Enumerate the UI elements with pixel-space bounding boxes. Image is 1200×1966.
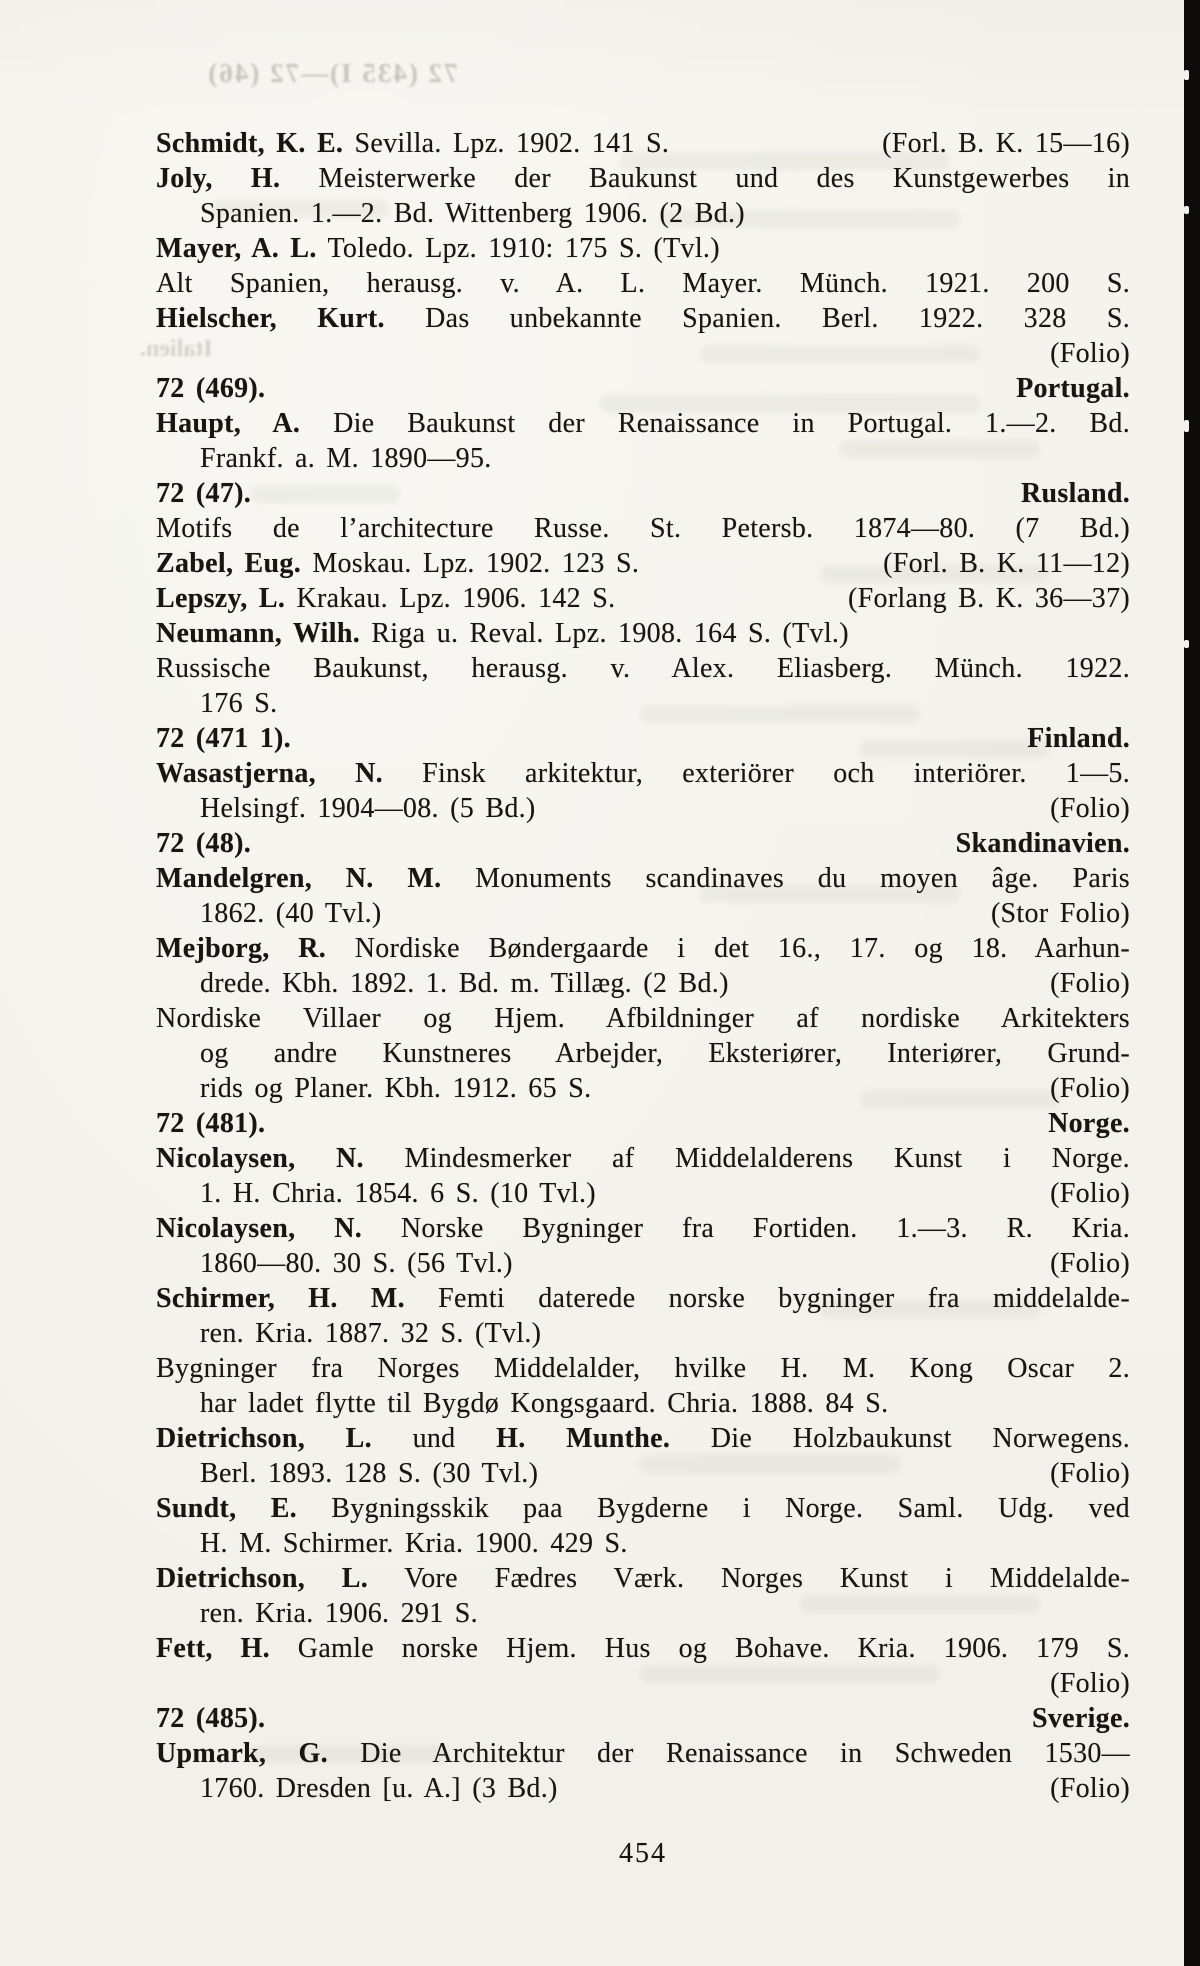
bib-line-text: Joly, H. Meisterwerke der Baukunst und des Kunstgewerbes in	[156, 163, 1130, 194]
bib-line-text: 1862. (40 Tvl.)	[200, 898, 382, 929]
bib-line-text: Wasastjerna, N. Finsk arkitektur, exteriörer och interiörer. 1—5.	[156, 758, 1130, 789]
scan-edge-nick	[1184, 640, 1189, 648]
section-row	[156, 721, 1130, 756]
section-region-label: Sverige.	[1031, 1703, 1130, 1734]
bib-line-text: Berl. 1893. 128 S. (30 Tvl.)	[200, 1458, 539, 1489]
format-note: (Folio)	[1050, 968, 1130, 999]
bib-entry-line	[156, 231, 1130, 266]
bib-line-text: Zabel, Eug. Moskau. Lpz. 1902. 123 S.	[156, 548, 640, 579]
bib-entry-line	[156, 441, 1130, 476]
bib-line-text: Alt Spanien, herausg. v. A. L. Mayer. Münch. 1921. 200 S.	[156, 268, 1130, 299]
format-note: (Stor Folio)	[990, 898, 1130, 929]
scan-edge-nick	[1184, 420, 1189, 432]
folio-line	[156, 336, 1130, 371]
bib-entry-line	[156, 651, 1130, 686]
scan-edge-nick	[1184, 70, 1189, 80]
bib-line-text: Schmidt, K. E. Sevilla. Lpz. 1902. 141 S.	[156, 128, 670, 159]
section-region-label: Portugal.	[1016, 373, 1130, 404]
bib-entry-line	[156, 756, 1130, 791]
folio-line	[156, 1666, 1130, 1701]
bib-line-text: Hielscher, Kurt. Das unbekannte Spanien. Berl. 1922. 328 S.	[156, 303, 1130, 334]
bib-line-text: Mayer, A. L. Toledo. Lpz. 1910: 175 S. (Tvl.)	[156, 233, 720, 264]
bib-entry-line	[156, 301, 1130, 336]
bib-line-text: Sundt, E. Bygningsskik paa Bygderne i Norge. Saml. Udg. ved	[156, 1493, 1130, 1524]
bib-line-text: Neumann, Wilh. Riga u. Reval. Lpz. 1908. 164 S. (Tvl.)	[156, 618, 849, 649]
bib-line-text: Helsingf. 1904—08. (5 Bd.)	[200, 793, 536, 824]
section-row	[156, 371, 1130, 406]
bib-entry-line	[156, 1456, 1130, 1491]
format-note: (Folio)	[1050, 1073, 1130, 1104]
bib-entry-line	[156, 1526, 1130, 1561]
bib-line-text: Mejborg, R. Nordiske Bøndergaarde i det 16., 17. og 18. Aarhun-	[156, 933, 1131, 964]
bib-line-text: Haupt, A. Die Baukunst der Renaissance in Portugal. 1.—2. Bd.	[156, 408, 1130, 439]
bibliography-text-block	[156, 126, 1130, 1806]
section-row	[156, 1701, 1130, 1736]
section-row	[156, 476, 1130, 511]
bib-line-text: 72 (485).	[156, 1703, 266, 1734]
bib-line-text: Motifs de l’architecture Russe. St. Petersb. 1874—80. (7 Bd.)	[156, 513, 1130, 544]
bib-line-text: og andre Kunstneres Arbejder, Eksteriører, Interiører, Grund-	[200, 1038, 1130, 1069]
bib-line-text: Nordiske Villaer og Hjem. Afbildninger af nordiske Arkitekters	[156, 1003, 1130, 1034]
format-note: (Forl. B. K. 15—16)	[882, 128, 1130, 159]
bib-entry-line	[156, 896, 1130, 931]
bib-line-text: Lepszy, L. Krakau. Lpz. 1906. 142 S.	[156, 583, 616, 614]
bib-entry-line	[156, 1596, 1130, 1631]
bib-entry-line	[156, 196, 1130, 231]
format-note: (Folio)	[1050, 1668, 1130, 1699]
bib-line-text: Upmark, G. Die Architektur der Renaissance in Schweden 1530—	[156, 1738, 1130, 1769]
bib-entry-line	[156, 686, 1130, 721]
bib-line-text: Spanien. 1.—2. Bd. Wittenberg 1906. (2 Bd.)	[200, 198, 745, 229]
format-note: (Folio)	[1050, 1248, 1130, 1279]
bib-entry-line	[156, 1316, 1130, 1351]
format-note: (Folio)	[1050, 1458, 1130, 1489]
bib-entry-line	[156, 511, 1130, 546]
bleed-through-header: 72 (435 I)—72 (46)	[206, 58, 458, 88]
bib-entry-line	[156, 1736, 1130, 1771]
bib-entry-line	[156, 1771, 1130, 1806]
bib-line-text: Dietrichson, L. Vore Fædres Værk. Norges Kunst i Middelalde-	[156, 1563, 1130, 1594]
bib-entry-line	[156, 1141, 1130, 1176]
bib-entry-line	[156, 1491, 1130, 1526]
bib-line-text: 72 (481).	[156, 1108, 266, 1139]
page-number: 454	[619, 1838, 667, 1869]
bib-entry-line	[156, 1246, 1130, 1281]
bib-line-text: H. M. Schirmer. Kria. 1900. 429 S.	[200, 1528, 628, 1559]
bib-entry-line	[156, 546, 1130, 581]
bib-line-text: 72 (48).	[156, 828, 252, 859]
bib-line-text: Frankf. a. M. 1890—95.	[200, 443, 492, 474]
bib-entry-line	[156, 1561, 1130, 1596]
bib-line-text: 1760. Dresden [u. A.] (3 Bd.)	[200, 1773, 558, 1804]
bib-line-text: 72 (469).	[156, 373, 266, 404]
bib-line-text: Nicolaysen, N. Mindesmerker af Middelalderens Kunst i Norge.	[156, 1143, 1130, 1174]
bib-entry-line	[156, 406, 1130, 441]
bib-line-text: 176 S.	[200, 688, 278, 719]
bib-entry-line	[156, 1386, 1130, 1421]
bleed-through-word: Italien.	[140, 336, 213, 362]
bib-entry-line	[156, 616, 1130, 651]
scan-edge-nick	[1184, 206, 1189, 214]
bib-entry-line	[156, 1631, 1130, 1666]
bib-entry-line	[156, 1071, 1130, 1106]
bib-line-text: Nicolaysen, N. Norske Bygninger fra Fortiden. 1.—3. R. Kria.	[156, 1213, 1131, 1244]
section-region-label: Skandinavien.	[955, 828, 1130, 859]
format-note: (Folio)	[1050, 793, 1130, 824]
format-note: (Folio)	[1050, 338, 1130, 369]
bib-line-text: Russische Baukunst, herausg. v. Alex. Eliasberg. Münch. 1922.	[156, 653, 1130, 684]
bib-entry-line	[156, 861, 1130, 896]
bib-line-text: 1. H. Chria. 1854. 6 S. (10 Tvl.)	[200, 1178, 596, 1209]
bib-entry-line	[156, 966, 1130, 1001]
bib-line-text: Mandelgren, N. M. Monuments scandinaves du moyen âge. Paris	[156, 863, 1130, 894]
bib-line-text: 72 (47).	[156, 478, 252, 509]
bib-line-text: Bygninger fra Norges Middelalder, hvilke H. M. Kong Oscar 2.	[156, 1353, 1130, 1384]
bib-entry-line	[156, 1036, 1130, 1071]
format-note: (Folio)	[1050, 1773, 1130, 1804]
bib-line-text: Fett, H. Gamle norske Hjem. Hus og Bohave. Kria. 1906. 179 S.	[156, 1633, 1130, 1664]
bib-entry-line	[156, 126, 1130, 161]
bib-entry-line	[156, 581, 1130, 616]
bib-line-text: 72 (471 1).	[156, 723, 291, 754]
bib-line-text: 1860—80. 30 S. (56 Tvl.)	[200, 1248, 513, 1279]
section-region-label: Rusland.	[1020, 478, 1130, 509]
bib-entry-line	[156, 791, 1130, 826]
bib-line-text: ren. Kria. 1906. 291 S.	[200, 1598, 478, 1629]
bib-entry-line	[156, 931, 1130, 966]
bib-entry-line	[156, 266, 1130, 301]
bib-entry-line	[156, 1211, 1130, 1246]
bib-line-text: Schirmer, H. M. Femti daterede norske bygninger fra middelalde-	[156, 1283, 1130, 1314]
bib-line-text: Dietrichson, L. und H. Munthe. Die Holzbaukunst Norwegens.	[156, 1423, 1130, 1454]
section-region-label: Norge.	[1048, 1108, 1130, 1139]
bib-entry-line	[156, 1351, 1130, 1386]
bib-line-text: rids og Planer. Kbh. 1912. 65 S.	[200, 1073, 592, 1104]
bib-line-text: har ladet flytte til Bygdø Kongsgaard. Chria. 1888. 84 S.	[200, 1388, 889, 1419]
bib-entry-line	[156, 1176, 1130, 1211]
bib-entry-line	[156, 1421, 1130, 1456]
bib-line-text: ren. Kria. 1887. 32 S. (Tvl.)	[200, 1318, 542, 1349]
section-region-label: Finland.	[1027, 723, 1130, 754]
section-row	[156, 1106, 1130, 1141]
bib-entry-line	[156, 161, 1130, 196]
section-row	[156, 826, 1130, 861]
bib-entry-line	[156, 1001, 1130, 1036]
format-note: (Forl. B. K. 11—12)	[883, 548, 1130, 579]
format-note: (Folio)	[1050, 1178, 1130, 1209]
format-note: (Forlang B. K. 36—37)	[848, 583, 1130, 614]
bib-entry-line	[156, 1281, 1130, 1316]
bib-line-text: drede. Kbh. 1892. 1. Bd. m. Tillæg. (2 Bd.)	[200, 968, 729, 999]
scan-edge-strip	[1184, 0, 1200, 1966]
